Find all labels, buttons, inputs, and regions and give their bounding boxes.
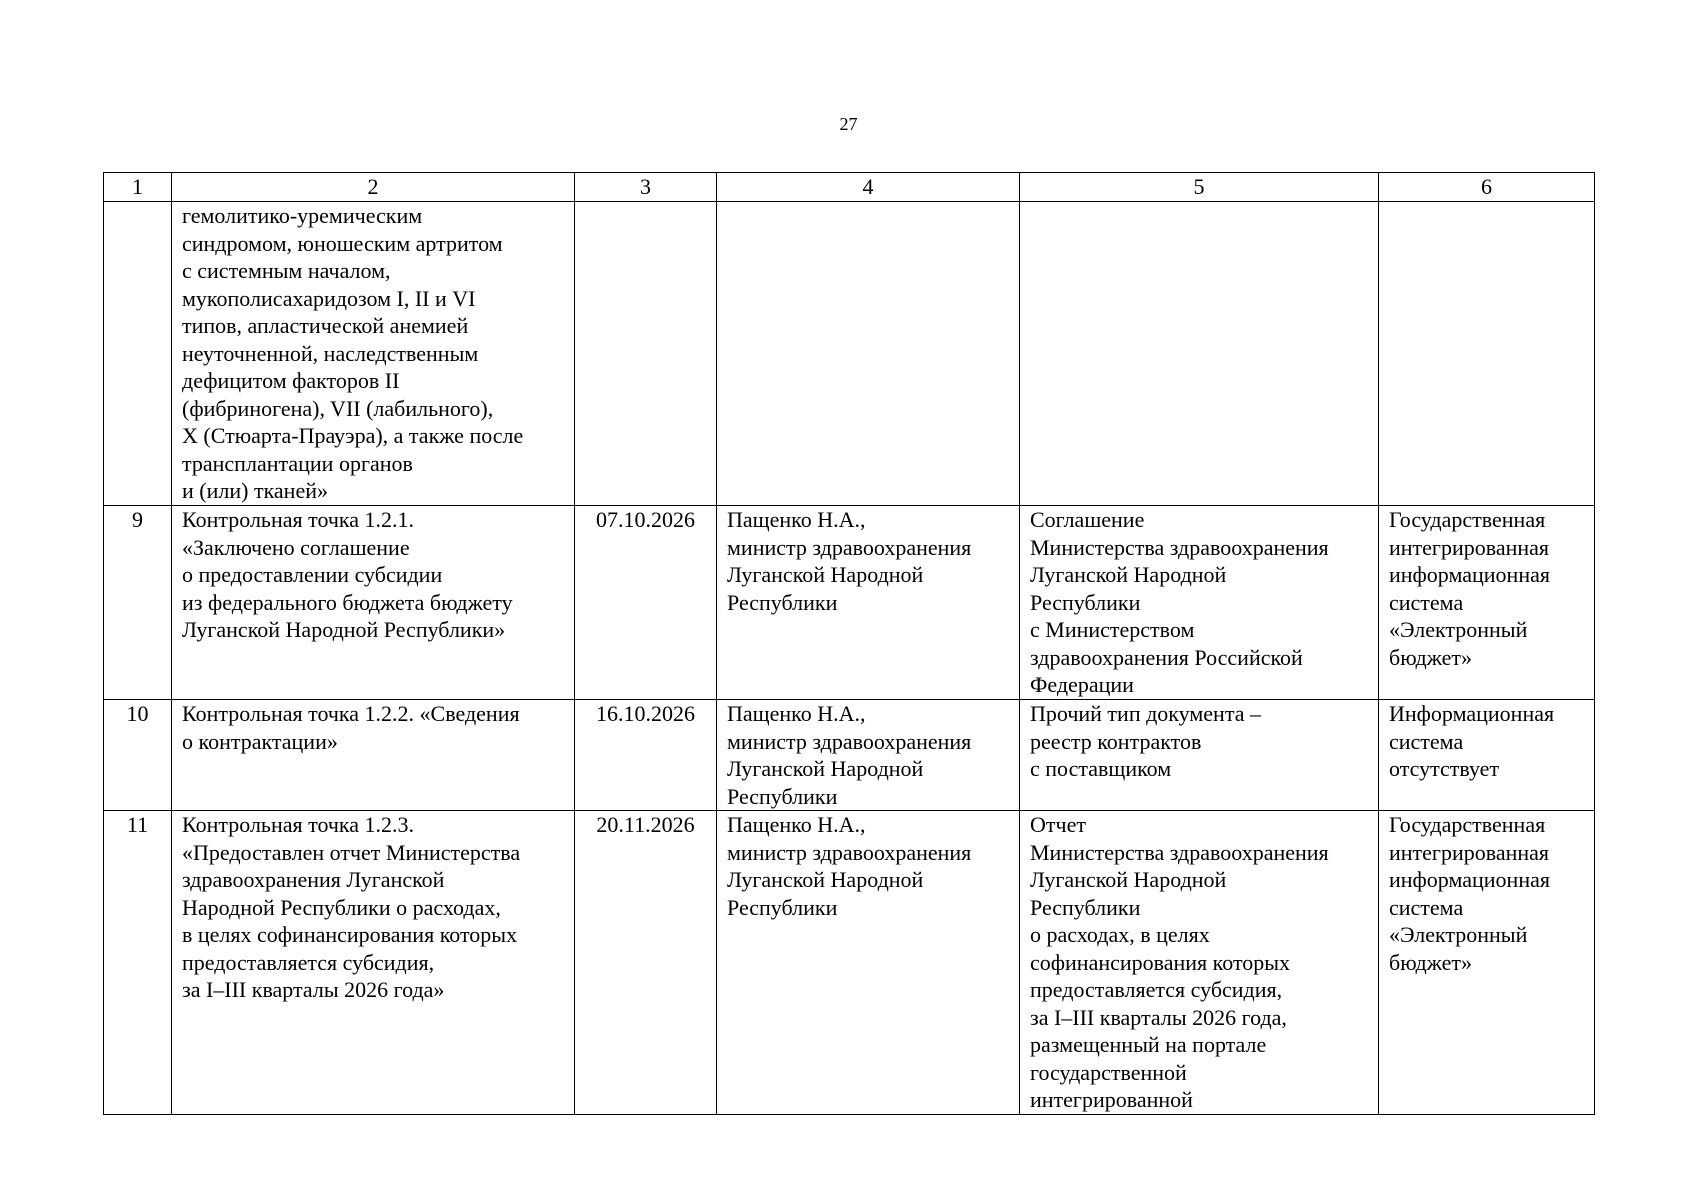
document-cell: Отчет Министерства здравоохранения Луганской Народной Республики о расходах, в целях софинансирования которых предоставляется субсидия, за I–III кварталы 2026 года, размещенный на портале государственной интегрированной <box>1020 811 1379 1115</box>
responsible-cell: Пащенко Н.А., министр здравоохранения Луганской Народной Республики <box>717 700 1020 811</box>
description-cell: Контрольная точка 1.2.2. «Сведения о контрактации» <box>172 700 575 811</box>
table-row <box>104 506 1595 700</box>
document-cell <box>1020 202 1379 506</box>
column-header-2: 2 <box>172 173 575 202</box>
row-number-cell: 10 <box>104 700 172 811</box>
table-row <box>104 700 1595 811</box>
control-points-table <box>103 172 1595 1115</box>
responsible-cell: Пащенко Н.А., министр здравоохранения Луганской Народной Республики <box>717 811 1020 1115</box>
description-cell: Контрольная точка 1.2.3. «Предоставлен отчет Министерства здравоохранения Луганской Народной Республики о расходах, в целях софинансирования которых предоставляется субсидия, за I–III кварталы 2026 года» <box>172 811 575 1115</box>
column-header-4: 4 <box>717 173 1020 202</box>
column-header-6: 6 <box>1379 173 1595 202</box>
responsible-cell <box>717 202 1020 506</box>
column-header-5: 5 <box>1020 173 1379 202</box>
row-number-cell: 11 <box>104 811 172 1115</box>
description-cell: гемолитико-уремическим синдромом, юношеским артритом с системным началом, мукополисахаридозом I, II и VI типов, апластической анемией неуточненной, наследственным дефицитом факторов II (фибриногена), VII (лабильного), X (Стюарта-Прауэра), а также после трансплантации органов и (или) тканей» <box>172 202 575 506</box>
information-system-cell <box>1379 202 1595 506</box>
information-system-cell: Государственная интегрированная информационная система «Электронный бюджет» <box>1379 506 1595 700</box>
table-row <box>104 811 1595 1115</box>
table-row-continuation <box>104 202 1595 506</box>
page-number: 27 <box>839 114 858 134</box>
row-number-cell: 9 <box>104 506 172 700</box>
date-cell <box>575 202 717 506</box>
date-cell: 20.11.2026 <box>575 811 717 1115</box>
row-number-cell <box>104 202 172 506</box>
document-cell: Соглашение Министерства здравоохранения Луганской Народной Республики с Министерством здравоохранения Российской Федерации <box>1020 506 1379 700</box>
document-cell: Прочий тип документа – реестр контрактов с поставщиком <box>1020 700 1379 811</box>
date-cell: 07.10.2026 <box>575 506 717 700</box>
column-header-3: 3 <box>575 173 717 202</box>
information-system-cell: Информационная система отсутствует <box>1379 700 1595 811</box>
responsible-cell: Пащенко Н.А., министр здравоохранения Луганской Народной Республики <box>717 506 1020 700</box>
description-cell: Контрольная точка 1.2.1. «Заключено соглашение о предоставлении субсидии из федерального бюджета бюджету Луганской Народной Республики» <box>172 506 575 700</box>
information-system-cell: Государственная интегрированная информационная система «Электронный бюджет» <box>1379 811 1595 1115</box>
table-header-row <box>104 173 1595 202</box>
column-header-1: 1 <box>104 173 172 202</box>
date-cell: 16.10.2026 <box>575 700 717 811</box>
